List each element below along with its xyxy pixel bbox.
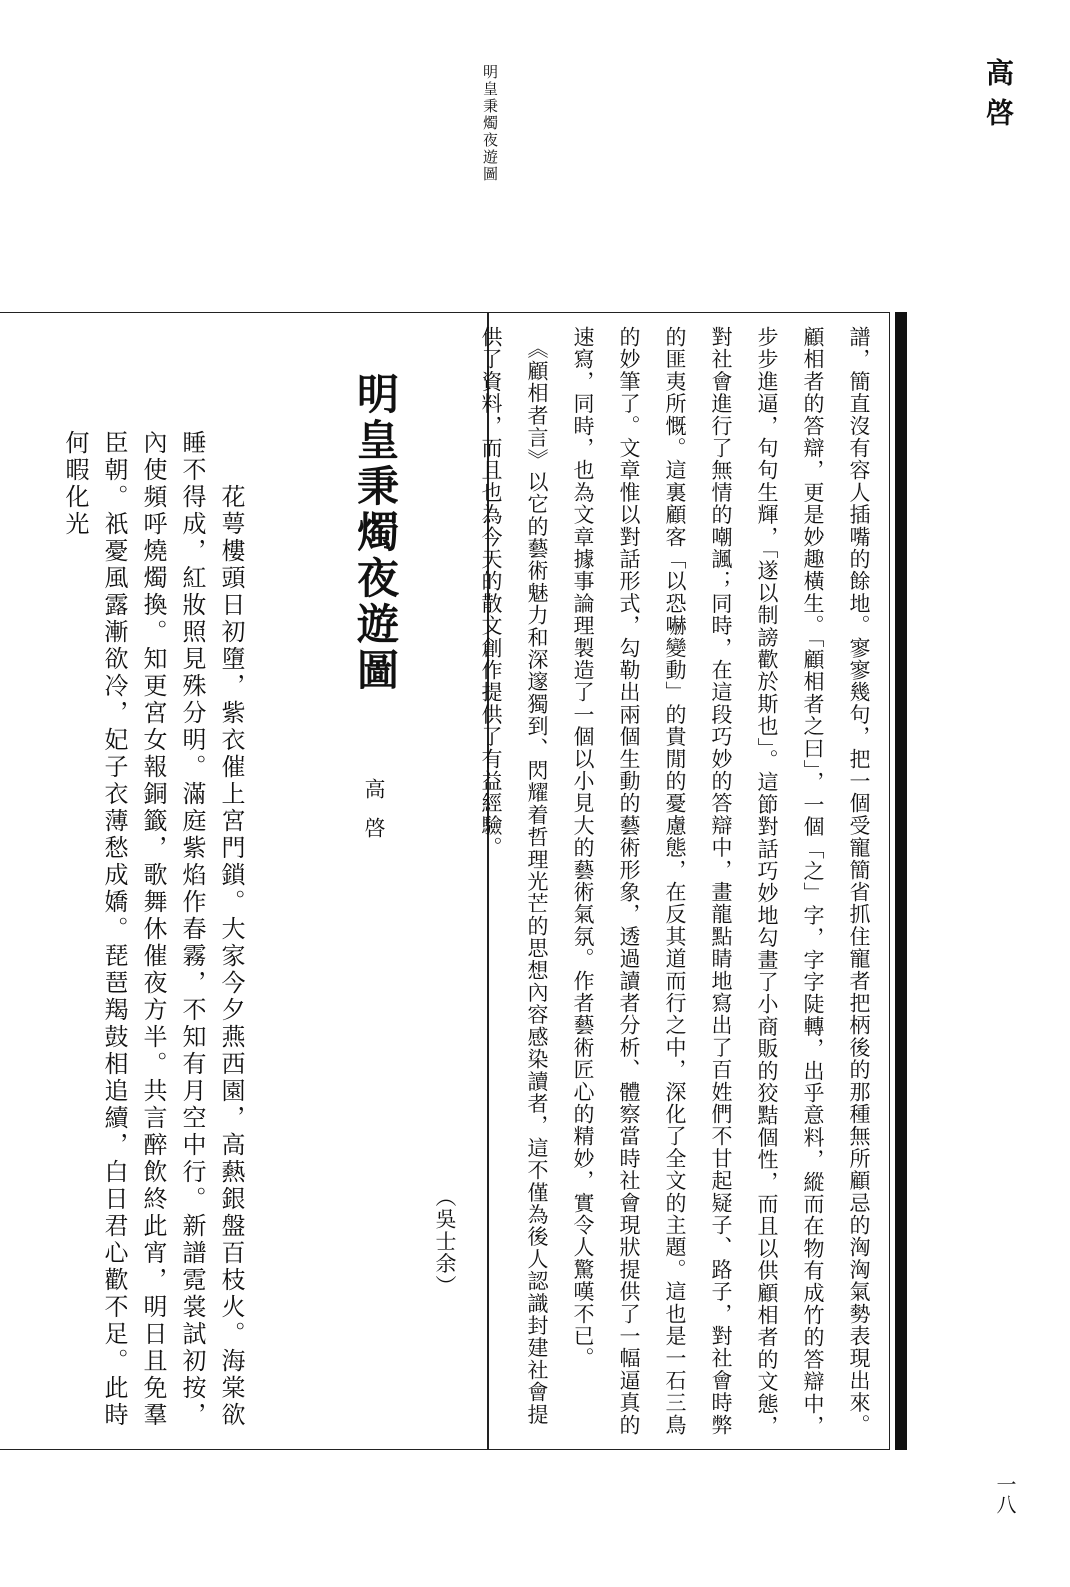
header-author: 高啓: [982, 58, 1015, 138]
commentary-signature-line: [422, 326, 468, 1438]
thick-rule-bar: [895, 312, 907, 1450]
poem-author: 高啓: [362, 778, 386, 856]
page-number: 一八: [993, 1474, 1017, 1514]
poem-body: [61, 430, 250, 1430]
running-title: 明皇秉燭夜遊圖: [481, 64, 499, 183]
commentary-paragraph-2-text: 《顧相者言》以它的藝術魅力和深邃獨到、閃耀着哲理光芒的思想內容感染讀者，這不僅為後人認識封建社會提供了資料，而且也為今天的散文創作提供了有益經驗。: [479, 326, 549, 1426]
poem-text-line: [55, 430, 250, 1430]
commentary-paragraph-1: 譜，簡直沒有容人插嘴的餘地。寥寥幾句，把一個受寵簡省抓住寵者把柄後的那種無所顧忌的洶洶氣勢表現出來。顧相者的答辯，更是妙趣橫生。「顧相者之曰」，一個「之」字，字字陡轉，出乎意料，縱而在物有成竹的答辯中，步步進逼，句句生輝，「遂以制謗歡於斯也」。這節對話巧妙地勾畫了小商販的狡黠個性，而且以供顧相者的文態，對社會進行了無情的嘲諷；同時，在這段巧妙的答辯中，畫龍點睛地寫出了百姓們不甘起疑子、路子，對社會時弊的匪夷所慨。這裏顧客「以恐嚇變動」的貴閒的憂慮態，在反其道而行之中，深化了全文的主題。這也是一石三鳥的妙筆了。文章惟以對話形式，勾勒出兩個生動的藝術形象，透過讀者分析、體察當時社會現狀提供了一幅逼真的速寫，同時，也為文章據事論理製造了一個以小見大的藝術氣氛。作者藝術匠心的精妙，實令人驚嘆不已。: [571, 326, 871, 1438]
commentary-block: [433, 326, 882, 1438]
poem-title: 明皇秉燭夜遊圖: [351, 372, 400, 694]
commentary-paragraph-2: [468, 326, 560, 1438]
commentary-signature: （吳士余）: [433, 1186, 457, 1297]
poem-text: 花萼樓頭日初墮，紫衣催上宮門鎖。大家今夕燕西園，高爇銀盤百枝火。海棠欲睡不得成，紅妝照見殊分明。滿庭紫焰作春霧，不知有月空中行。新譜霓裳試初按，內使頻呼燒燭換。知更宮女報銅籤，歌舞休催夜方半。共言醉飲終此宵，明日且免羣臣朝。祇憂風露漸欲冷，妃子衣薄愁成嬌。琵琶羯鼓相追續，白日君心歡不足。此時何暇化光: [61, 430, 245, 1429]
